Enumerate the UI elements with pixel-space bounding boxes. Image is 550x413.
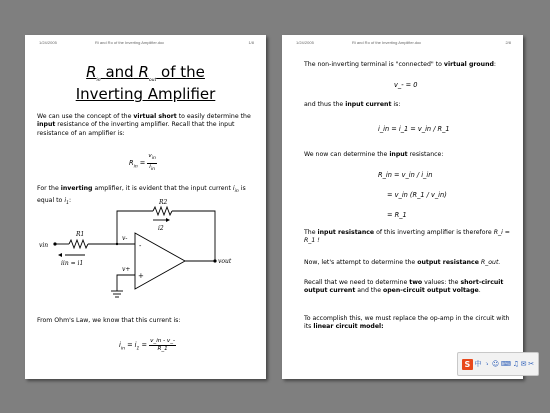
equation-vminus: v_- = 0 [394,81,418,89]
paragraph-2: For the inverting amplifier, it is evident that the input current $i_{in}$ is equal to $i_1$: [37,185,246,206]
header-date: 1/24/2005 [39,40,57,45]
equation-iin: $i_{in} = i_1$ = $\frac{v\_in - v\_-}{R\_1}$ [119,338,176,352]
label-r2: R2 [159,199,168,206]
ime-toolbar[interactable] [457,352,539,376]
header-date: 1/24/2005 [296,40,314,45]
paragraph-4: The input resistance of this inverting amplifier is therefore R_i = R_1 ! [304,229,510,245]
label-iin-eq-i1: iin = i1 [61,260,84,267]
paragraph-3: From Ohm's Law, we know that this current is: [37,317,181,324]
page-title-line2: Inverting Amplifier [75,85,216,103]
ime-logo-icon[interactable]: S [462,359,473,370]
header-filename: Ri and Ro of the Inverting Amplifier.doc [95,40,165,45]
label-r1: R1 [76,231,85,238]
document-page-2 [282,35,523,379]
equation-input-current: i_in = i_1 = v_in / R_1 [378,125,450,133]
label-vin: vin [39,242,49,249]
document-page-1 [25,35,266,379]
paragraph-1: The non-inverting terminal is "connected" to virtual ground: [304,61,497,68]
equation-rin-line1: R_in = v_in / i_in [378,171,433,179]
equation-rin-line3: = R_1 [387,211,407,219]
paragraph-5: Now, let's attempt to determine the output resistance R_out. [304,259,501,266]
inverting-amplifier-schematic [25,35,266,379]
label-inverting-terminal: - [139,242,142,250]
paragraph-6: Recall that we need to determine two values: the short-circuit output current and the open-circuit output voltage. [304,279,504,295]
header-page-number: 1/8 [248,40,254,45]
label-vplus: v+ [122,266,131,273]
voice-icon[interactable]: ♫ [512,360,519,368]
mail-icon[interactable]: ✉ [520,360,527,368]
paragraph-1: We can use the concept of the virtual short to easily determine the input resistance of the inverting amplifier. Recall that the input resistance of an amplifier is: [37,113,251,137]
punctuation-icon[interactable]: ゝ [483,360,491,368]
label-noninverting-terminal: + [138,272,144,280]
page-title-line1: $R_{in}$ and $R_{out}$ of the [86,63,205,83]
header-page-number: 2/8 [505,40,511,45]
page-header [282,40,523,49]
chinese-mode-icon[interactable]: 中 [474,360,482,368]
label-i2: i2 [158,225,164,232]
equation-rin: $R_{in}$ = $\frac{v_{in}}{i_{in}}$ [129,153,156,172]
paragraph-2: and thus the input current is: [304,101,401,108]
equation-rin-line2: = v_in (R_1 / v_in) [387,191,447,199]
paragraph-7: To accomplish this, we must replace the op-amp in the circuit with its linear circuit model: [304,315,510,331]
paragraph-3: We now can determine the input resistance: [304,151,444,158]
label-vout: vout [218,258,232,265]
keyboard-icon[interactable]: ⌨ [500,360,512,368]
emoji-icon[interactable]: ☺ [491,360,500,368]
tools-icon[interactable]: ✂ [528,360,535,368]
label-vminus: v- [122,235,128,242]
header-filename: Ri and Ro of the Inverting Amplifier.doc [352,40,422,45]
